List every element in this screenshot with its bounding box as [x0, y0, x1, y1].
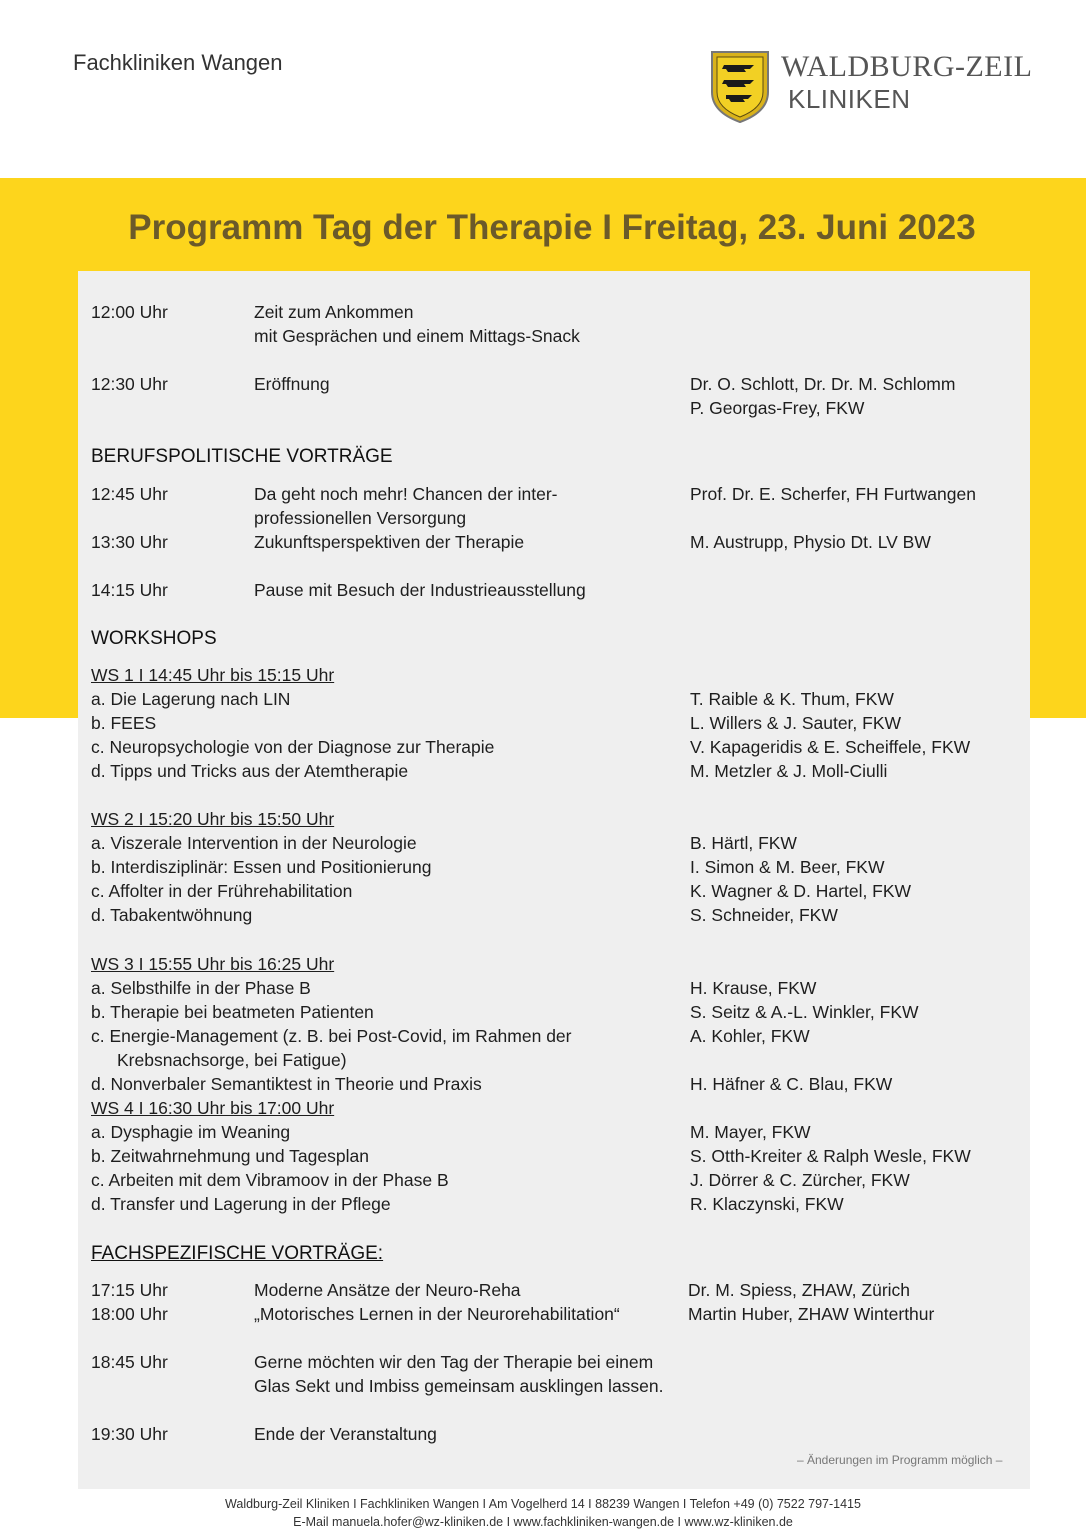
speaker: H. Häfner & C. Blau, FKW — [690, 1074, 893, 1094]
workshop-item: c. Arbeiten mit dem Vibramoov in der Phase B — [91, 1170, 449, 1190]
time-label: 18:45 Uhr — [91, 1352, 168, 1372]
speaker: M. Metzler & J. Moll-Ciulli — [690, 761, 888, 781]
workshop-item: c. Energie-Management (z. B. bei Post-Covid, im Rahmen der — [91, 1026, 572, 1046]
time-label: 12:30 Uhr — [91, 374, 168, 394]
workshop-item: d. Tipps und Tricks aus der Atemtherapie — [91, 761, 409, 781]
time-label: 14:15 Uhr — [91, 580, 168, 600]
session-title: „Motorisches Lernen in der Neurorehabilitation“ — [254, 1304, 620, 1324]
speaker: L. Willers & J. Sauter, FKW — [690, 713, 902, 733]
session-title: Zeit zum Ankommen — [254, 302, 414, 322]
speaker: M. Mayer, FKW — [690, 1122, 811, 1142]
page-title: Programm Tag der Therapie I Freitag, 23. Juni 2023 — [128, 208, 976, 247]
organization-name: Fachkliniken Wangen — [73, 50, 283, 75]
session-title-cont: professionellen Versorgung — [254, 508, 467, 528]
workshop-item: b. Zeitwahrnehmung und Tagesplan — [91, 1146, 369, 1166]
workshop-item: c. Affolter in der Frührehabilitation — [91, 881, 353, 901]
workshop-item: a. Dysphagie im Weaning — [91, 1122, 291, 1142]
session-title: Ende der Veranstaltung — [254, 1424, 437, 1444]
coat-of-arms-icon — [708, 48, 772, 124]
workshop-heading: WS 2 I 15:20 Uhr bis 15:50 Uhr — [91, 809, 335, 829]
speaker: H. Krause, FKW — [690, 978, 817, 998]
speaker: R. Klaczynski, FKW — [690, 1194, 844, 1214]
session-subtitle: mit Gesprächen und einem Mittags-Snack — [254, 326, 580, 346]
workshop-item: b. Interdisziplinär: Essen und Positionierung — [91, 857, 432, 877]
session-title: Da geht noch mehr! Chancen der inter- — [254, 484, 558, 504]
time-label: 12:00 Uhr — [91, 302, 168, 322]
speaker: S. Seitz & A.-L. Winkler, FKW — [690, 1002, 919, 1022]
footer-address: Waldburg-Zeil Kliniken I Fachkliniken Wangen I Am Vogelherd 14 I 88239 Wangen I Telefon +49 (0) 7522 797-1415 — [225, 1497, 861, 1511]
speaker: Dr. O. Schlott, Dr. Dr. M. Schlomm — [690, 374, 956, 394]
workshop-heading: WS 1 I 14:45 Uhr bis 15:15 Uhr — [91, 665, 335, 685]
speaker: S. Schneider, FKW — [690, 905, 838, 925]
section-heading: WORKSHOPS — [91, 628, 217, 649]
speaker: Prof. Dr. E. Scherfer, FH Furtwangen — [690, 484, 976, 504]
speaker: S. Otth-Kreiter & Ralph Wesle, FKW — [690, 1146, 971, 1166]
workshop-item: d. Nonverbaler Semantiktest in Theorie und Praxis — [91, 1074, 482, 1094]
workshop-item: a. Viszerale Intervention in der Neurologie — [91, 833, 417, 853]
speaker: M. Austrupp, Physio Dt. LV BW — [690, 532, 931, 552]
workshop-heading: WS 3 I 15:55 Uhr bis 16:25 Uhr — [91, 954, 335, 974]
speaker: P. Georgas-Frey, FKW — [690, 398, 865, 418]
workshop-item: a. Selbsthilfe in der Phase B — [91, 978, 311, 998]
speaker: K. Wagner & D. Hartel, FKW — [690, 881, 912, 901]
workshop-item: b. FEES — [91, 713, 157, 733]
speaker: B. Härtl, FKW — [690, 833, 797, 853]
workshop-item: d. Transfer und Lagerung in der Pflege — [91, 1194, 391, 1214]
session-title: Eröffnung — [254, 374, 330, 394]
workshop-item-cont: Krebsnachsorge, bei Fatigue) — [117, 1050, 347, 1070]
session-title-cont: Glas Sekt und Imbiss gemeinsam ausklingen lassen. — [254, 1376, 664, 1396]
session-title: Zukunftsperspektiven der Therapie — [254, 532, 525, 552]
speaker: Dr. M. Spiess, ZHAW, Zürich — [688, 1280, 911, 1300]
time-label: 18:00 Uhr — [91, 1304, 168, 1324]
time-label: 17:15 Uhr — [91, 1280, 168, 1300]
speaker: V. Kapageridis & E. Scheiffele, FKW — [690, 737, 971, 757]
waldburg-zeil-logo — [708, 48, 1038, 128]
workshop-item: a. Die Lagerung nach LIN — [91, 689, 291, 709]
time-label: 13:30 Uhr — [91, 532, 168, 552]
speaker: Martin Huber, ZHAW Winterthur — [688, 1304, 935, 1324]
brand-subtitle: KLINIKEN — [788, 84, 911, 114]
session-title: Moderne Ansätze der Neuro-Reha — [254, 1280, 521, 1300]
speaker: T. Raible & K. Thum, FKW — [690, 689, 894, 709]
brand-name: WALDBURG-ZEIL — [781, 50, 1033, 83]
speaker: A. Kohler, FKW — [690, 1026, 810, 1046]
section-heading: BERUFSPOLITISCHE VORTRÄGE — [91, 446, 393, 467]
time-label: 19:30 Uhr — [91, 1424, 168, 1444]
session-title: Gerne möchten wir den Tag der Therapie bei einem — [254, 1352, 654, 1372]
footer-contact: E-Mail manuela.hofer@wz-kliniken.de I www.fachkliniken-wangen.de I www.wz-kliniken.de — [293, 1515, 793, 1529]
workshop-item: d. Tabakentwöhnung — [91, 905, 253, 925]
workshop-item: b. Therapie bei beatmeten Patienten — [91, 1002, 374, 1022]
session-title: Pause mit Besuch der Industrieausstellung — [254, 580, 586, 600]
speaker: J. Dörrer & C. Zürcher, FKW — [690, 1170, 910, 1190]
workshop-heading: WS 4 I 16:30 Uhr bis 17:00 Uhr — [91, 1098, 335, 1118]
workshop-item: c. Neuropsychologie von der Diagnose zur Therapie — [91, 737, 495, 757]
section-heading: FACHSPEZIFISCHE VORTRÄGE: — [91, 1243, 384, 1264]
speaker: I. Simon & M. Beer, FKW — [690, 857, 885, 877]
program-note: – Änderungen im Programm möglich – — [797, 1453, 1003, 1467]
time-label: 12:45 Uhr — [91, 484, 168, 504]
